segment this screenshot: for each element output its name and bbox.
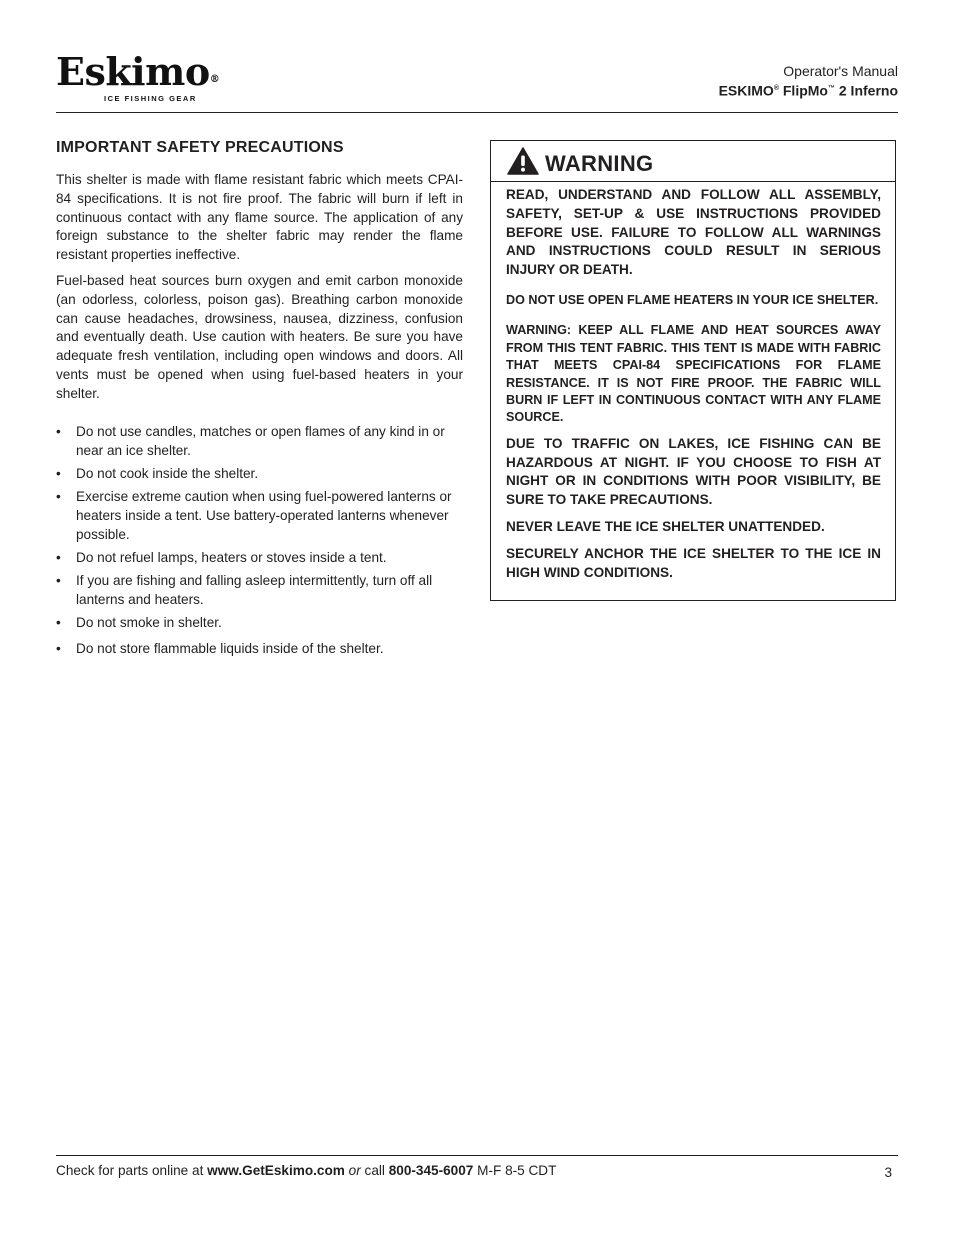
product-name: FlipMo bbox=[778, 82, 828, 99]
bullet-marker: • bbox=[56, 423, 61, 439]
footer-or: or bbox=[348, 1163, 361, 1178]
warning-item: READ, UNDERSTAND AND FOLLOW ALL ASSEMBLY, SAFETY, SET-UP & USE INSTRUCTIONS PROVIDED BEFORE USE. FAILURE TO FOLLOW ALL WARNINGS AND INSTRUCTIONS COULD RESULT IN SERIOUS INJURY OR DEATH. bbox=[506, 187, 881, 278]
list-item bbox=[56, 639, 463, 658]
list-item bbox=[56, 613, 463, 632]
list-item-text: Do not use candles, matches or open flames of any kind in or near an ice shelter. bbox=[76, 423, 445, 458]
list-item-text: Do not refuel lamps, heaters or stoves inside a tent. bbox=[76, 549, 387, 565]
logo-wordmark: Eskimo bbox=[56, 49, 210, 94]
list-item bbox=[56, 487, 463, 544]
footer-hours: M-F 8-5 CDT bbox=[473, 1163, 557, 1178]
warning-title: WARNING bbox=[545, 151, 654, 176]
bullet-marker: • bbox=[56, 465, 61, 481]
warning-item: DO NOT USE OPEN FLAME HEATERS IN YOUR ICE SHELTER. bbox=[506, 292, 879, 307]
warning-box bbox=[490, 140, 896, 601]
brand-registered-mark: ® bbox=[773, 85, 779, 92]
header-divider bbox=[56, 112, 898, 113]
bullet-marker: • bbox=[56, 614, 61, 630]
warning-triangle-icon bbox=[507, 147, 539, 175]
page-footer bbox=[56, 1162, 556, 1180]
warning-item: NEVER LEAVE THE ICE SHELTER UNATTENDED. bbox=[506, 519, 825, 535]
website-link[interactable]: www.GetEskimo.com bbox=[207, 1163, 345, 1178]
bullet-marker: • bbox=[56, 640, 61, 656]
product-trademark: ™ bbox=[827, 85, 835, 92]
list-item-text: Do not cook inside the shelter. bbox=[76, 465, 259, 481]
bullet-marker: • bbox=[56, 488, 61, 504]
precautions-list bbox=[56, 422, 463, 658]
warning-item: DUE TO TRAFFIC ON LAKES, ICE FISHING CAN BE HAZARDOUS AT NIGHT. IF YOU CHOOSE TO FISH AT NIGHT OR IN CONDITIONS WITH POOR VISIBILITY, BE SURE TO TAKE PRECAUTIONS. bbox=[506, 435, 881, 508]
product-title bbox=[719, 80, 898, 100]
footer-divider bbox=[56, 1155, 898, 1156]
footer-prefix: Check for parts online at bbox=[56, 1163, 208, 1178]
list-item-text: Exercise extreme caution when using fuel-powered lanterns or heaters inside a tent. Use battery-operated lanterns whenever possible. bbox=[76, 488, 452, 542]
document-meta bbox=[719, 62, 898, 100]
bullet-marker: • bbox=[56, 572, 61, 588]
footer-call: call bbox=[360, 1163, 389, 1178]
page-header bbox=[56, 50, 898, 112]
paragraph-carbon-monoxide: Fuel-based heat sources burn oxygen and emit carbon monoxide (an odorless, colorless, poison gas). Breathing carbon monoxide can cause headaches, drowsiness, nausea, dizziness, confusion and eventually death. Use caution with heaters. Be sure you have adequate fresh ventilation, including open windows and doors. All vents must be opened when using fuel-based heaters in your shelter. bbox=[56, 272, 463, 401]
list-item-text: Do not store flammable liquids inside of the shelter. bbox=[76, 640, 384, 656]
brand-name: ESKIMO bbox=[718, 82, 774, 99]
list-item bbox=[56, 548, 463, 567]
section-title: IMPORTANT SAFETY PRECAUTIONS bbox=[56, 139, 344, 156]
list-item bbox=[56, 422, 463, 460]
safety-precautions-section bbox=[56, 138, 463, 662]
paragraph-flame-resistance: This shelter is made with flame resistant fabric which meets CPAI-84 specifications. It is not fire proof. The fabric will burn if left in continuous contact with any flame source. The application of any foreign substance to the shelter fabric may render the flame resistant properties ineffective. bbox=[56, 172, 463, 263]
bullet-marker: • bbox=[56, 549, 61, 565]
list-item-text: Do not smoke in shelter. bbox=[76, 614, 222, 630]
list-item-text: If you are fishing and falling asleep intermittently, turn off all lanterns and heaters. bbox=[76, 572, 433, 607]
warning-item: WARNING: KEEP ALL FLAME AND HEAT SOURCES AWAY FROM THIS TENT FABRIC. THIS TENT IS MADE WITH FABRIC THAT MEETS CPAI-84 SPECIFICATIONS FOR FLAME RESISTANCE. IT IS NOT FIRE PROOF. THE FABRIC WILL BURN IF LEFT IN CONTINUOUS CONTACT WITH ANY FLAME SOURCE. bbox=[506, 323, 881, 425]
logo-registered-mark: ® bbox=[209, 74, 220, 85]
list-item bbox=[56, 464, 463, 483]
phone-number: 800-345-6007 bbox=[388, 1163, 474, 1178]
logo-tagline: ICE FISHING GEAR bbox=[104, 94, 197, 103]
warning-body bbox=[491, 182, 895, 582]
warning-item: SECURELY ANCHOR THE ICE SHELTER TO THE ICE IN HIGH WIND CONDITIONS. bbox=[506, 545, 881, 580]
warning-header bbox=[491, 141, 895, 182]
manual-label: Operator's Manual bbox=[783, 63, 898, 79]
eskimo-logo bbox=[56, 49, 220, 106]
list-item bbox=[56, 571, 463, 609]
product-model: 2 Inferno bbox=[834, 82, 898, 99]
page-number: 3 bbox=[884, 1165, 892, 1180]
